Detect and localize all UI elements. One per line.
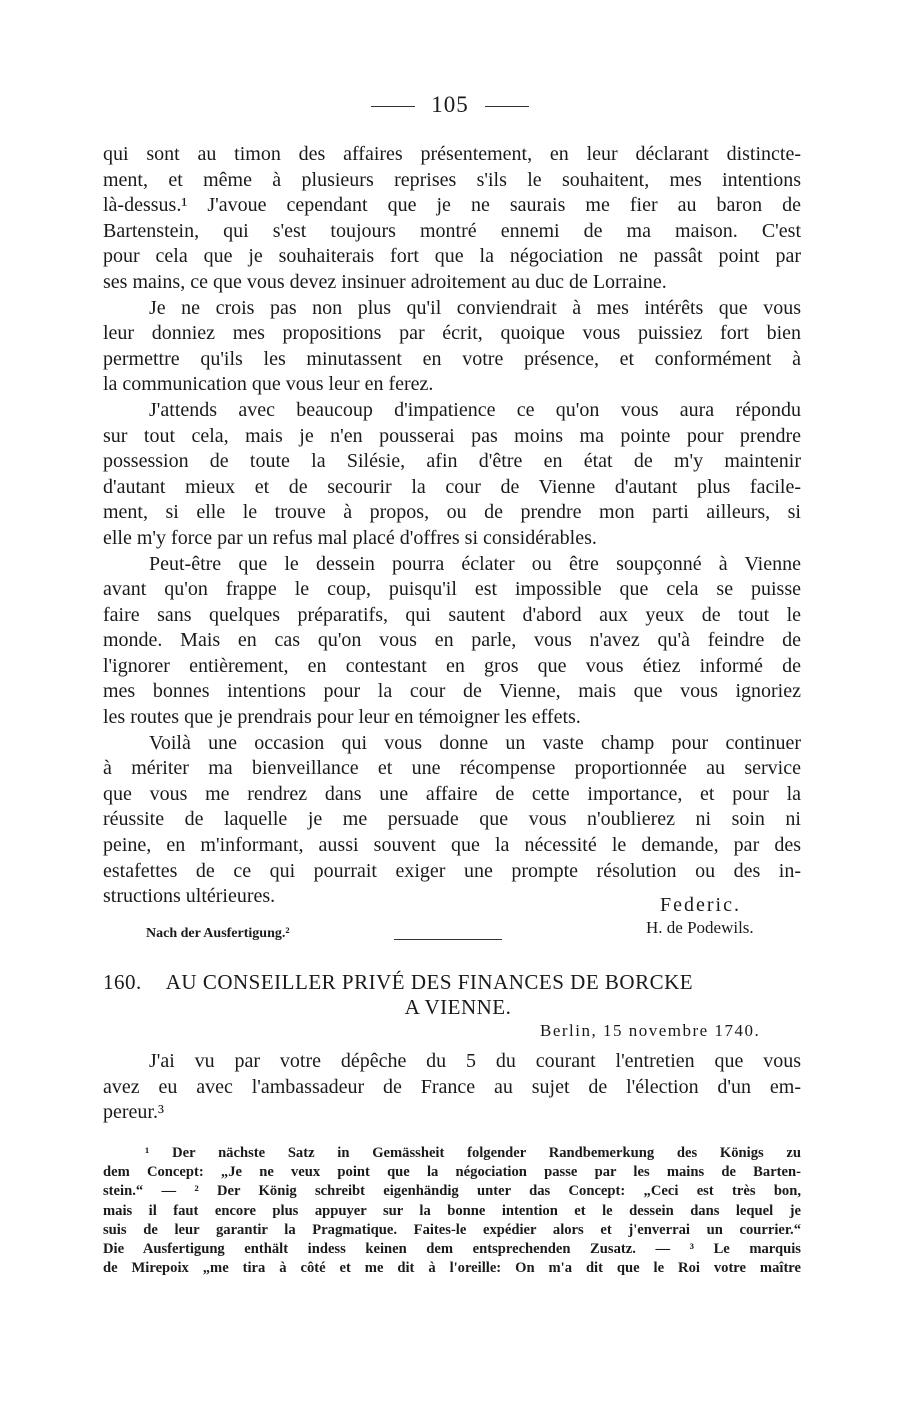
text-line: ment, et même à plusieurs reprises s'ils le souhaitent, mes intentions [103, 168, 801, 191]
text-line: que vous me rendrez dans une affaire de cette importance, et pour la [103, 782, 801, 805]
text-line: Voilà une occasion qui vous donne un vaste champ pour continuer [149, 731, 801, 754]
text-line: qui sont au timon des affaires présentement, en leur déclarant distincte- [103, 143, 801, 165]
text-line: ses mains, ce que vous devez insinuer adroitement au duc de Lorraine. [103, 270, 667, 293]
text-line: pereur.³ [103, 1101, 164, 1124]
page-number: 105 [431, 92, 469, 117]
footnote-line: mais il faut encore plus appuyer sur la bonne intention et le dessein dans lequel je [103, 1202, 801, 1219]
text-line: là-dessus.¹ J'avoue cependant que je ne saurais me fier au baron de [103, 194, 801, 217]
text-line: J'attends avec beaucoup d'impatience ce qu'on vous aura répondu [149, 398, 801, 421]
footnote-line: Die Ausfertigung enthält indess keinen dem entsprechenden Zusatz. — ³ Le marquis [103, 1241, 801, 1258]
text-line: structions ultérieures. [103, 885, 276, 908]
text-line: avant qu'on frappe le coup, puisqu'il est impossible que cela se puisse [103, 578, 801, 601]
footnote-line: ¹ Der nächste Satz in Gemässheit folgender Randbemerkung des Königs zu [145, 1145, 801, 1161]
letter-continuation-text [103, 142, 801, 910]
text-line: Bartenstein, qui s'est toujours montré ennemi de ma maison. C'est [103, 219, 801, 242]
header-dash-right [485, 106, 529, 107]
footnote-line: dem Concept: „Je ne veux point que la négociation passe par les mains de Barten- [103, 1164, 801, 1181]
text-line: la communication que vous leur en ferez. [103, 373, 434, 396]
letter-body [103, 1049, 801, 1126]
text-line: possession de toute la Silésie, afin d'être en état de m'y maintenir [103, 450, 801, 473]
text-line: elle m'y force par un refus mal placé d'offres si considérables. [103, 526, 597, 549]
footnote-line: suis de leur garantir la Pragmatique. Faites-le expédier alors et j'enverrai un courrier.“ [103, 1221, 801, 1238]
text-line: monde. Mais en cas qu'on vous en parle, vous n'avez qu'à feindre de [103, 629, 801, 652]
text-line: ment, si elle le trouve à propos, ou de prendre mon parti ailleurs, si [103, 501, 801, 524]
text-line: d'autant mieux et de secourir la cour de Vienne d'autant plus facile- [103, 475, 801, 498]
footnote-line: de Mirepoix „me tira à côté et me dit à l'oreille: On m'a dit que le Roi votre maître [103, 1260, 801, 1277]
countersignature: H. de Podewils. [646, 918, 754, 937]
text-line: leur donniez mes propositions par écrit, quoique vous puissiez fort bien [103, 322, 801, 345]
letter-heading [103, 970, 801, 1020]
signature: Federic. [660, 894, 741, 916]
text-line: l'ignorer entièrement, en contestant en gros que vous étiez informé de [103, 654, 801, 677]
letter-addressee: AU CONSEILLER PRIVÉ DES FINANCES DE BORCKE [165, 970, 694, 994]
text-line: réussite de laquelle je me persuade que vous n'oublierez ni soin ni [103, 808, 801, 831]
text-line: estafettes de ce qui pourrait exiger une prompte résolution ou des in- [103, 859, 801, 882]
source-note: Nach der Ausfertigung.² [146, 926, 290, 941]
text-line: pour cela que je souhaiterais fort que la négociation ne passât point par [103, 245, 801, 268]
footnote-line: stein.“ — ² Der König schreibt eigenhändig unter das Concept: „Ceci est très bon, [103, 1183, 801, 1200]
letter-dateline: Berlin, 15 novembre 1740. [540, 1021, 761, 1040]
text-line: permettre qu'ils les minutassent en votre présence, et conformément à [103, 347, 801, 370]
text-line: peine, en m'informant, aussi souvent que la nécessité le demande, par des [103, 834, 801, 857]
text-line: sur tout cela, mais je n'en pousserai pas moins ma pointe pour prendre [103, 424, 801, 447]
text-line: avez eu avec l'ambassadeur de France au sujet de l'élection d'un em- [103, 1075, 801, 1098]
footnotes [103, 1144, 801, 1278]
text-line: Je ne crois pas non plus qu'il conviendrait à mes intérêts que vous [149, 296, 801, 319]
letter-heading-line2: A VIENNE. [404, 995, 512, 1019]
page-number-header [0, 92, 900, 118]
header-dash-left [371, 106, 415, 107]
text-line: J'ai vu par votre dépêche du 5 du courant l'entretien que vous [149, 1050, 801, 1072]
text-line: faire sans quelques préparatifs, qui sautent d'abord aux yeux de tout le [103, 603, 801, 626]
letter-number: 160. [103, 970, 142, 994]
text-line: mes bonnes intentions pour la cour de Vienne, mais que vous ignoriez [103, 680, 801, 703]
text-line: les routes que je prendrais pour leur en témoigner les effets. [103, 706, 581, 729]
text-line: Peut-être que le dessein pourra éclater ou être soupçonné à Vienne [149, 552, 801, 575]
letter-heading-line1 [103, 970, 801, 995]
separator-rule [394, 939, 502, 940]
text-line: à mériter ma bienveillance et une récompense proportionnée au service [103, 757, 801, 780]
